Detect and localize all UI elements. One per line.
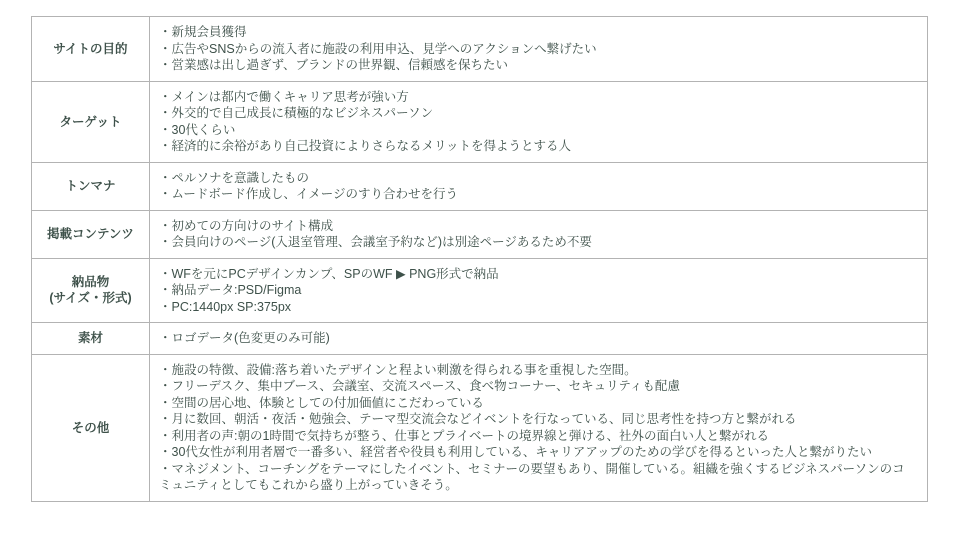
- row-content: [150, 82, 927, 162]
- table-row: [32, 162, 927, 210]
- row-label-line: サイトの目的: [53, 41, 128, 56]
- row-content: [150, 163, 927, 210]
- content-item: ・30代くらい: [159, 122, 236, 137]
- content-item: ・PC:1440px SP:375px: [159, 299, 292, 314]
- content-item: ・WFを元にPCデザインカンプ、SPのWF ▶ PNG形式で納品: [159, 266, 499, 281]
- row-label-line: その他: [71, 420, 110, 435]
- table-row: [32, 81, 927, 162]
- content-item: ・メインは都内で働くキャリア思考が強い方: [159, 89, 409, 104]
- row-content: [150, 355, 927, 501]
- table-row: [32, 354, 927, 501]
- content-item: ・フリーデスク、集中ブース、会議室、交流スペース、食べ物コーナー、セキュリティも配慮: [159, 379, 680, 393]
- row-label: [32, 82, 150, 162]
- row-content: [150, 323, 927, 354]
- row-label-line: トンマナ: [65, 179, 116, 193]
- content-item: ・30代女性が利用者層で一番多い、経営者や役員も利用している、キャリアアップのための学びを得るといった人と繋がりたい: [159, 445, 873, 459]
- table-row: [32, 17, 927, 81]
- content-item: ・経済的に余裕があり自己投資によりさらなるメリットを得ようとする人: [159, 139, 572, 153]
- row-label-line: ターゲット: [59, 114, 122, 129]
- content-item: ・会員向けのページ(入退室管理、会議室予約など)は別途ページあるため不要: [159, 235, 592, 249]
- row-label-line: (サイズ・形式): [49, 291, 132, 306]
- row-content: [150, 211, 927, 258]
- table-row: [32, 210, 927, 258]
- content-item: ・ペルソナを意識したもの: [159, 170, 310, 185]
- content-item: ・納品データ:PSD/Figma: [159, 283, 302, 297]
- row-content: [150, 259, 927, 323]
- content-item: ・初めての方向けのサイト構成: [159, 218, 334, 233]
- row-label: [32, 259, 150, 323]
- content-item: ・新規会員獲得: [159, 25, 247, 39]
- row-label-line: 納品物: [71, 275, 110, 290]
- row-label: [32, 355, 150, 501]
- content-item: ・月に数回、朝活・夜活・勉強会、テーマ型交流会などイベントを行なっている、同じ思考性を持つ方と繋がれる: [159, 412, 797, 426]
- content-item: ・空間の居心地、体験としての付加価値にこだわっている: [159, 395, 484, 410]
- content-item: ・施設の特徴、設備:落ち着いたデザインと程よい刺激を得られる事を重視した空間。: [159, 362, 637, 377]
- row-label-line: 素材: [77, 331, 103, 346]
- content-item: ・利用者の声:朝の1時間で気持ちが整う、仕事とプライベートの境界線と弾ける、社外の面白い人と繋がれる: [159, 428, 770, 443]
- site-requirements-table: [31, 16, 928, 502]
- content-item: ・営業感は出し過ぎず、ブランドの世界観、信頼感を保ちたい: [159, 58, 509, 72]
- row-label: [32, 17, 150, 81]
- table-row: [32, 258, 927, 323]
- content-item: ・広告やSNSからの流入者に施設の利用申込、見学へのアクションへ繋げたい: [159, 41, 597, 56]
- table-row: [32, 322, 927, 354]
- row-label: [32, 323, 150, 354]
- content-item: ・ロゴデータ(色変更のみ可能): [159, 331, 330, 345]
- content-item: ・外交的で自己成長に積極的なビジネスパーソン: [159, 106, 434, 120]
- content-item: ・ムードボード作成し、イメージのすり合わせを行う: [159, 187, 459, 201]
- row-label: [32, 211, 150, 258]
- row-label: [32, 163, 150, 210]
- row-content: [150, 17, 927, 81]
- content-item: ・マネジメント、コーチングをテーマにしたイベント、セミナーの要望もあり、開催している。組織を強くするビジネスパーソンのコミュニティとしてもこれから盛り上がっていきそう。: [159, 461, 905, 492]
- row-label-line: 掲載コンテンツ: [47, 227, 134, 241]
